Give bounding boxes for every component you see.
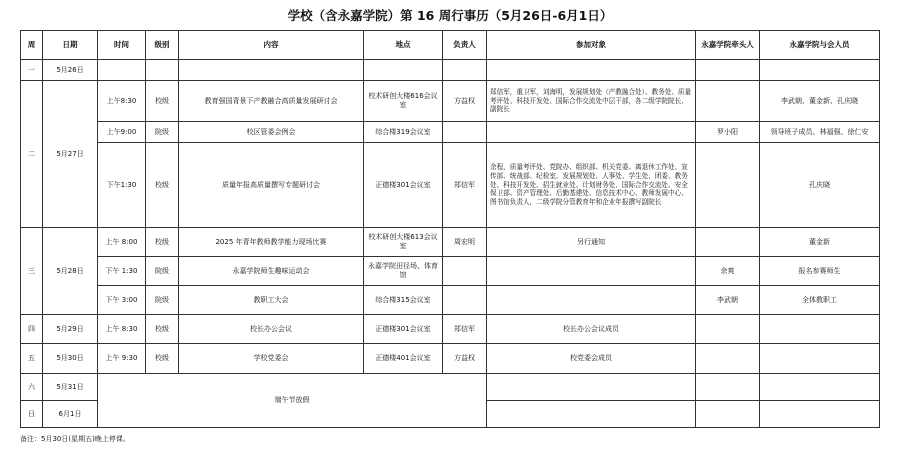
place-cell: 综合楼315会议室 (364, 286, 443, 315)
col-header-owner: 负责人 (443, 31, 487, 60)
owner-cell: 郑信军 (443, 143, 487, 228)
table-row (21, 60, 880, 81)
place-cell: 综合楼319会议室 (364, 122, 443, 143)
table-row (21, 257, 880, 286)
lead-cell: 李武朝 (696, 286, 760, 315)
table-row (21, 81, 880, 122)
time-cell: 上午 8:30 (98, 315, 146, 344)
attendees-cell: 孔庆晓 (760, 143, 880, 228)
lead-cell: 罗小阳 (696, 122, 760, 143)
lead-cell (696, 315, 760, 344)
participants-cell (487, 122, 696, 143)
date-cell: 5月29日 (43, 315, 98, 344)
attendees-cell: 报名参赛师生 (760, 257, 880, 286)
table-row (21, 286, 880, 315)
owner-cell (443, 286, 487, 315)
place-cell: 正德楼301会议室 (364, 315, 443, 344)
week-cell: 一 (21, 60, 43, 81)
footnote: 备注：5月30日(星期五)晚上停课。 (20, 435, 130, 443)
lead-cell (696, 344, 760, 374)
col-header-time: 时间 (98, 31, 146, 60)
week-cell: 五 (21, 344, 43, 374)
content-cell: 校区管委会例会 (179, 122, 364, 143)
date-cell: 5月26日 (43, 60, 98, 81)
date-cell: 5月31日 (43, 374, 98, 401)
place-cell: 校术研创大楼616会议室 (364, 81, 443, 122)
content-cell: 永嘉学院师生趣味运动会 (179, 257, 364, 286)
content-cell: 学校党委会 (179, 344, 364, 374)
content-cell: 质量年报高质量撰写专题研讨会 (179, 143, 364, 228)
table-row (21, 374, 880, 401)
place-cell: 正德楼301会议室 (364, 143, 443, 228)
page-title: 学校（含永嘉学院）第 16 周行事历（5月26日-6月1日） (287, 8, 613, 23)
attendees-cell (760, 344, 880, 374)
holiday-cell: 端午节放假 (98, 374, 487, 428)
owner-cell: 方益权 (443, 344, 487, 374)
lead-cell (696, 228, 760, 257)
time-cell: 下午 3:00 (98, 286, 146, 315)
level-cell: 院级 (146, 257, 179, 286)
lead-cell (696, 143, 760, 228)
col-header-place: 地点 (364, 31, 443, 60)
time-cell: 上午9:00 (98, 122, 146, 143)
table-row (21, 228, 880, 257)
col-header-week: 周 (21, 31, 43, 60)
attendees-cell: 董金新 (760, 228, 880, 257)
participants-cell: 校长办公会议成员 (487, 315, 696, 344)
level-cell: 校级 (146, 315, 179, 344)
place-cell: 正德楼401会议室 (364, 344, 443, 374)
week-cell: 二 (21, 81, 43, 228)
participants-cell: 另行通知 (487, 228, 696, 257)
col-header-content: 内容 (179, 31, 364, 60)
col-header-participants: 参加对象 (487, 31, 696, 60)
attendees-cell: 领导班子成员、林福强、徐仁安 (760, 122, 880, 143)
date-cell: 6月1日 (43, 401, 98, 428)
date-cell: 5月27日 (43, 81, 98, 228)
place-cell: 永嘉学院田径场、体育馆 (364, 257, 443, 286)
date-cell: 5月30日 (43, 344, 98, 374)
week-cell: 三 (21, 228, 43, 315)
content-cell: 教职工大会 (179, 286, 364, 315)
participants-cell: 校党委会成员 (487, 344, 696, 374)
level-cell: 校级 (146, 228, 179, 257)
time-cell: 上午 8:00 (98, 228, 146, 257)
level-cell: 校级 (146, 143, 179, 228)
table-row (21, 344, 880, 374)
week-cell: 六 (21, 374, 43, 401)
table-row (21, 143, 880, 228)
schedule-table (20, 30, 880, 428)
col-header-attendees: 永嘉学院与会人员 (760, 31, 880, 60)
owner-cell (443, 122, 487, 143)
participants-cell (487, 257, 696, 286)
level-cell: 校级 (146, 81, 179, 122)
owner-cell: 周宏明 (443, 228, 487, 257)
col-header-lead: 永嘉学院牵头人 (696, 31, 760, 60)
content-cell: 2025 年青年教师教学能力现场比赛 (179, 228, 364, 257)
attendees-cell: 全体教职工 (760, 286, 880, 315)
time-cell: 下午 1:30 (98, 257, 146, 286)
week-cell: 日 (21, 401, 43, 428)
table-row (21, 122, 880, 143)
time-cell: 上午 9:30 (98, 344, 146, 374)
place-cell: 校术研创大楼613会议室 (364, 228, 443, 257)
owner-cell: 郑信军 (443, 315, 487, 344)
header-row (21, 31, 880, 60)
time-cell: 下午1:30 (98, 143, 146, 228)
attendees-cell: 李武朝、董金新、孔庆晓 (760, 81, 880, 122)
attendees-cell (760, 315, 880, 344)
lead-cell (696, 81, 760, 122)
date-cell: 5月28日 (43, 228, 98, 315)
content-cell: 教育强国背景下产教融合高质量发展研讨会 (179, 81, 364, 122)
level-cell: 校级 (146, 344, 179, 374)
participants-cell (487, 286, 696, 315)
participants-cell: 余程，质量考评处、党院办、组织部、机关党委、离退休工作处、宣传部、统战部、纪检室、发展规划处、人事处、学生处、团委、教务处、科技开发处、招生就业处、计划财务处、国际合作交流处、安全保卫部、资产管理处、后勤基建处、信息技术中心、教师发展中心、图书馆负责人，二级学院分管教育年和企业年报撰写副院长 (487, 143, 696, 228)
time-cell: 上午8:30 (98, 81, 146, 122)
table-row (21, 315, 880, 344)
lead-cell: 余爽 (696, 257, 760, 286)
col-header-level: 级别 (146, 31, 179, 60)
col-header-date: 日期 (43, 31, 98, 60)
content-cell: 校长办公会议 (179, 315, 364, 344)
participants-cell: 郑信军，重卫军，刘海明，发展规划处（产教融合处）、教务处、质量考评处、科技开发处、国际合作交流处中层干部，各二级学院院长、副院长 (487, 81, 696, 122)
owner-cell: 方益权 (443, 81, 487, 122)
week-cell: 四 (21, 315, 43, 344)
owner-cell (443, 257, 487, 286)
level-cell: 院级 (146, 286, 179, 315)
level-cell: 院级 (146, 122, 179, 143)
